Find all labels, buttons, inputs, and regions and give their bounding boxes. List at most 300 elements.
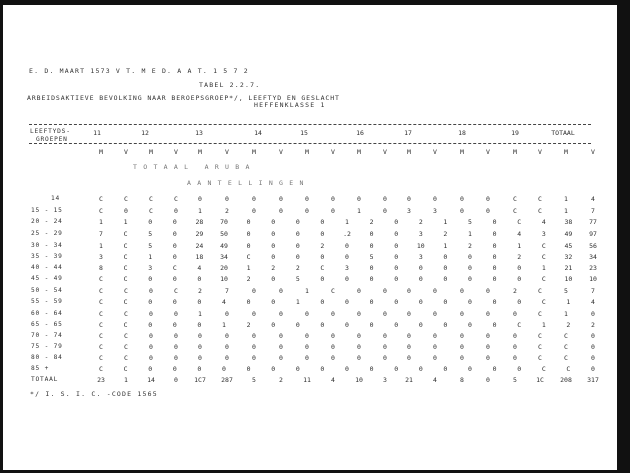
table-cell: C [123,264,128,272]
table-cell: C [564,343,568,351]
table-cell: 24 [195,242,204,250]
table-cell: 97 [589,230,597,238]
age-group-label: 45 - 49 [31,275,63,282]
table-cell: 0 [279,287,283,295]
table-cell: C [99,365,103,373]
table-cell: 0 [320,365,325,373]
table-cell: 0 [305,310,309,318]
table-cell: 7 [99,230,103,238]
table-cell: C [99,287,103,295]
table-cell: 0 [252,195,256,203]
sex-header-12: V [383,148,387,156]
section-heading-total-aruba: T O T A A L A R U B A [133,163,251,171]
sex-header-2: V [124,148,128,156]
table-cell: 0 [279,207,283,215]
table-cell: C [99,332,103,340]
table-cell: 0 [271,218,276,226]
table-cell: 5 [564,287,568,295]
table-cell: 0 [295,230,300,238]
table-cell: C [541,253,546,261]
table-cell: 29 [195,230,204,238]
table-cell: 0 [492,230,497,238]
table-cell: 1 [541,321,546,329]
table-cell: 23 [97,376,105,384]
table-cell: 0 [345,253,349,261]
table-cell: 0 [443,275,448,283]
table-cell: 1 [564,310,568,318]
table-cell: 0 [394,365,399,373]
table-cell: 32 [564,253,573,261]
table-cell: C [541,242,546,250]
table-cell: 0 [486,310,490,318]
table-cell: 38 [564,218,573,226]
table-cell: 1 [246,264,251,272]
document-header-line: E. D. MAART 1573 V T. M E D. A A T. 1 5 7 2 [29,67,249,75]
table-cell: 1 [345,218,349,226]
table-cell: 0 [383,195,387,203]
table-cell: 0 [148,218,153,226]
table-cell: 0 [460,354,464,362]
table-cell: 2 [418,218,423,226]
table-cell: 1 [148,253,153,261]
sex-header-20: V [591,148,595,156]
table-cell: C [538,310,542,318]
sex-header-6: V [225,148,229,156]
table-cell: 0 [279,310,283,318]
table-cell: C [538,287,542,295]
sex-header-11: M [357,148,361,156]
table-cell: 0 [460,195,464,203]
table-cell: 1 [198,310,202,318]
table-cell: 0 [492,298,497,306]
table-cell: C [99,354,103,362]
age-group-label: 25 - 29 [31,230,63,237]
table-cell: C [123,230,128,238]
table-cell: 0 [486,195,490,203]
table-cell: C [566,365,571,373]
group-header-7: 17 [404,129,412,137]
document-sheet [3,5,617,470]
table-cell: 0 [271,298,276,306]
group-header-6: 16 [356,129,364,137]
table-cell: 1 [99,218,103,226]
sex-header-5: M [198,148,202,156]
table-cell: 0 [357,343,361,351]
table-cell: 4 [591,195,595,203]
table-cell: 2 [246,321,251,329]
sex-header-3: M [149,148,153,156]
table-cell: 7 [591,287,595,295]
sex-header-19: M [564,148,568,156]
table-cell: 0 [468,264,472,272]
age-group-label: 14 [51,195,61,202]
table-cell: 3 [345,264,349,272]
table-cell: 0 [149,310,153,318]
table-cell: 0 [492,218,497,226]
table-cell: 0 [394,242,399,250]
table-cell: C [123,253,128,261]
table-cell: 0 [172,230,177,238]
sex-header-4: V [174,148,178,156]
table-cell: 0 [174,354,178,362]
table-cell: 0 [394,264,399,272]
group-header-5: 15 [300,129,308,137]
footnote: */ I. S. I. C. -CODE 1565 [30,390,158,398]
table-cell: 1 [541,264,546,272]
table-cell: 0 [394,218,399,226]
table-cell: 1 [305,287,309,295]
table-cell: 0 [295,253,300,261]
age-group-header-line1: LEEFTYDS- [30,128,71,135]
table-cell: C [541,365,546,373]
age-group-label: 70 - 74 [31,332,63,339]
table-cell: C [538,207,542,215]
table-cell: 49 [220,242,228,250]
age-group-label: 35 - 39 [31,253,63,260]
table-subtitle: HEFFENKLASSE 1 [254,101,326,109]
table-cell: 0 [331,343,335,351]
table-cell: 70 [220,218,228,226]
table-cell: 0 [295,218,300,226]
table-cell: C [99,207,103,215]
table-cell: 1 [468,230,472,238]
table-cell: 0 [492,264,497,272]
table-cell: C [513,195,517,203]
table-cell: 0 [172,298,177,306]
table-cell: 0 [320,321,325,329]
table-cell: 0 [172,365,177,373]
table-cell: 0 [468,298,472,306]
table-cell: 0 [433,343,437,351]
table-cell: C [564,332,568,340]
table-cell: 0 [460,332,464,340]
sex-header-1: M [99,148,103,156]
table-cell: C [123,321,128,329]
sex-header-16: V [486,148,490,156]
table-cell: 0 [433,195,437,203]
table-cell: 10 [220,275,228,283]
table-cell: 0 [383,354,387,362]
table-cell: 0 [517,365,522,373]
sex-header-10: V [331,148,335,156]
table-cell: 0 [172,218,177,226]
table-cell: 0 [433,287,437,295]
table-cell: 0 [486,287,490,295]
table-cell: 0 [149,287,153,295]
table-cell: 0 [369,242,374,250]
table-cell: 5 [148,242,153,250]
table-cell: 0 [513,354,517,362]
table-cell: 0 [468,321,472,329]
table-cell: 18 [195,253,204,261]
table-cell: 0 [246,218,251,226]
table-cell: 0 [383,287,387,295]
table-cell: 0 [279,354,283,362]
table-cell: 10 [564,275,573,283]
table-cell: 8 [460,376,464,384]
table-cell: 0 [468,365,472,373]
sex-header-13: M [407,148,411,156]
table-cell: 0 [148,365,153,373]
age-group-label: 30 - 34 [31,242,63,249]
table-cell: C [99,275,103,283]
age-group-label: TOTAAL [31,376,59,383]
table-cell: 0 [383,310,387,318]
table-cell: 5 [369,253,374,261]
table-cell: 0 [433,332,437,340]
table-cell: 49 [564,230,573,238]
table-cell: 0 [460,343,464,351]
table-cell: C [123,365,128,373]
table-cell: 1 [566,298,571,306]
table-cell: 0 [197,298,202,306]
table-cell: 0 [149,343,153,351]
table-cell: 0 [492,253,497,261]
table-cell: 0 [148,321,153,329]
table-cell: 1 [517,242,522,250]
table-cell: 10 [589,275,597,283]
table-cell: 8 [99,264,103,272]
sex-header-9: M [305,148,309,156]
table-cell: 21 [564,264,573,272]
age-group-header-line2: GROEPEN [36,136,68,143]
table-cell: 10 [416,242,425,250]
age-group-label: 65 - 65 [31,321,63,328]
table-cell: 0 [383,207,387,215]
table-cell: 0 [331,310,335,318]
table-cell: 0 [331,195,335,203]
sex-header-18: V [538,148,542,156]
table-cell: 0 [345,242,349,250]
table-cell: 0 [383,332,387,340]
table-cell: 0 [443,321,448,329]
table-cell: 0 [252,343,256,351]
group-header-4: 14 [254,129,262,137]
table-cell: 0 [369,264,374,272]
table-cell: 0 [591,332,595,340]
table-cell: 0 [295,365,300,373]
table-cell: 2 [320,242,325,250]
sex-header-8: V [279,148,283,156]
table-cell: 2 [513,287,517,295]
table-cell: 34 [220,253,228,261]
table-cell: 0 [407,310,411,318]
table-cell: 0 [174,310,178,318]
table-cell: 0 [174,343,178,351]
table-cell: 0 [492,275,497,283]
table-cell: 4 [591,298,595,306]
table-cell: 0 [279,343,283,351]
table-cell: 2 [246,275,251,283]
table-cell: 0 [591,365,595,373]
table-id: TABEL 2.2.7. [199,81,261,89]
table-cell: 0 [407,354,411,362]
table-cell: 0 [369,275,374,283]
table-cell: 0 [394,321,399,329]
table-cell: 1 [443,218,448,226]
table-cell: 0 [172,242,177,250]
table-cell: 0 [369,230,374,238]
table-cell: 0 [246,298,251,306]
table-cell: 0 [517,264,522,272]
header-rule-bottom [29,143,591,144]
table-cell: 0 [486,207,490,215]
group-header-8: 18 [458,129,466,137]
table-cell: 34 [589,253,597,261]
table-cell: 0 [252,310,256,318]
table-cell: C [172,264,177,272]
table-cell: C [99,343,103,351]
table-cell: 0 [418,298,423,306]
table-cell: 0 [225,310,229,318]
table-cell: C [123,298,128,306]
table-cell: 287 [221,376,233,384]
table-cell: 0 [225,332,229,340]
table-cell: 0 [443,264,448,272]
table-cell: 1 [443,242,448,250]
table-cell: 0 [486,343,490,351]
table-cell: 0 [394,275,399,283]
table-cell: 0 [172,253,177,261]
table-cell: C [174,195,178,203]
table-cell: 0 [172,275,177,283]
table-cell: 3 [148,264,153,272]
table-cell: 0 [407,287,411,295]
table-cell: 0 [460,287,464,295]
table-cell: 0 [279,195,283,203]
table-cell: 7 [225,287,229,295]
group-header-10: TOTAAL [551,129,575,137]
table-cell: 3 [433,207,437,215]
table-cell: 0 [460,207,464,215]
table-cell: 0 [357,195,361,203]
table-cell: 10 [355,376,363,384]
table-cell: 2 [279,376,283,384]
table-cell: 0 [271,275,276,283]
table-cell: 0 [174,376,178,384]
sex-header-7: M [252,148,256,156]
section-heading-counts: A A N T E L L I N G E N [187,179,305,187]
table-title: ARBEIDSAKTIEVE BEVOLKING NAAR BEROEPSGROEP*/, LEEFTYD EN GESLACHT [27,94,340,102]
table-cell: 56 [589,242,597,250]
table-cell: 0 [357,354,361,362]
table-cell: 0 [369,298,374,306]
table-cell: 0 [279,332,283,340]
table-cell: 0 [357,310,361,318]
table-cell: 0 [433,354,437,362]
table-cell: 1 [357,207,361,215]
table-cell: 0 [443,365,448,373]
table-cell: 0 [295,242,300,250]
header-rule-top [29,124,591,125]
table-cell: 0 [492,365,497,373]
sex-header-17: M [513,148,517,156]
table-cell: 0 [443,253,448,261]
table-cell: 1 [295,298,300,306]
table-cell: 4 [331,376,335,384]
table-cell: 0 [252,332,256,340]
table-cell: 2 [369,218,374,226]
table-cell: 0 [486,376,490,384]
table-cell: 0 [345,298,349,306]
table-cell: 1 [124,376,128,384]
table-cell: 0 [513,332,517,340]
table-cell: 0 [433,310,437,318]
table-cell: 0 [357,287,361,295]
group-header-9: 19 [511,129,519,137]
age-group-label: 85 + [31,365,50,372]
table-cell: 0 [271,321,276,329]
table-cell: 3 [383,376,387,384]
group-header-2: 12 [141,129,149,137]
table-cell: 14 [147,376,155,384]
table-cell: 3 [541,230,546,238]
table-cell: 0 [149,332,153,340]
table-cell: 20 [220,264,228,272]
table-cell: 0 [443,298,448,306]
table-cell: 1 [99,242,103,250]
table-cell: 0 [198,195,202,203]
table-cell: 0 [246,242,251,250]
table-cell: 4 [433,376,437,384]
scan-border-right [617,0,630,473]
table-cell: 0 [225,354,229,362]
table-cell: 0 [305,332,309,340]
table-cell: C [99,298,103,306]
table-cell: 0 [418,321,423,329]
table-cell: 0 [591,354,595,362]
table-cell: 2 [591,321,595,329]
table-cell: 0 [407,343,411,351]
table-cell: 3 [418,253,423,261]
table-cell: 77 [589,218,597,226]
table-cell: C [538,195,542,203]
table-cell: 0 [492,242,497,250]
table-cell: 5 [252,376,256,384]
table-cell: 4 [197,264,202,272]
table-cell: 0 [492,321,497,329]
table-cell: 0 [252,354,256,362]
table-cell: 1C [536,376,544,384]
table-cell: 1 [222,321,226,329]
table-cell: 0 [222,365,226,373]
table-cell: C [513,207,517,215]
age-group-label: 55 - 59 [31,298,63,305]
table-cell: 45 [564,242,573,250]
table-cell: 317 [587,376,599,384]
table-cell: 0 [320,275,325,283]
table-cell: 5 [295,275,300,283]
table-cell: 50 [220,230,228,238]
table-cell: C [149,195,153,203]
table-cell: 0 [418,365,423,373]
table-cell: 0 [246,365,251,373]
table-cell: 0 [225,195,229,203]
table-cell: 0 [320,230,325,238]
table-cell: 0 [252,207,256,215]
sex-header-15: M [460,148,464,156]
table-cell: 0 [305,195,309,203]
table-cell: C [99,321,103,329]
table-cell: 0 [383,343,387,351]
table-cell: C [517,321,522,329]
table-cell: 1 [564,195,568,203]
table-cell: C [538,354,542,362]
table-cell: 3 [407,207,411,215]
age-group-label: 60 - 64 [31,310,63,317]
table-cell: 4 [517,230,522,238]
table-cell: 0 [591,310,595,318]
